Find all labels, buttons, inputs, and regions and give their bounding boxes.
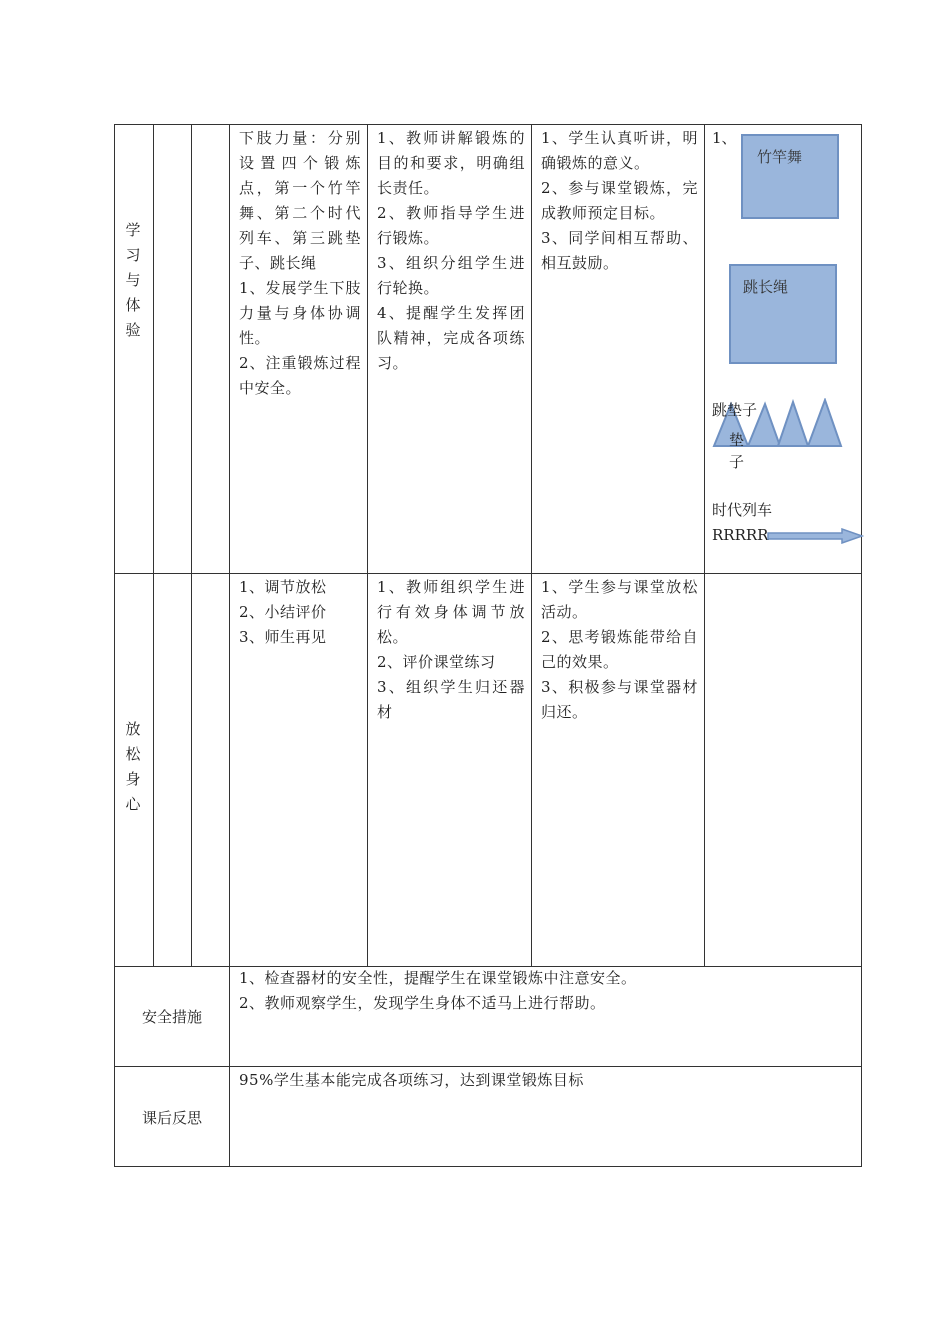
content-paragraph: 1、发展学生下肢力量与身体协调性。 <box>239 279 361 347</box>
bamboo-dance-station <box>741 134 839 219</box>
relax-student-activity <box>541 575 698 725</box>
student-step: 2、思考锻炼能带给自己的效果。 <box>541 628 698 671</box>
mat-label-char: 垫 <box>729 431 745 449</box>
student-step: 1、学生参与课堂放松活动。 <box>541 578 698 621</box>
safety-line: 1、检查器材的安全性，提醒学生在课堂锻炼中注意安全。 <box>239 969 637 987</box>
diagram-number: 1、 <box>712 129 737 147</box>
student-step: 1、学生认真听讲，明确锻炼的意义。 <box>541 129 698 172</box>
safety-line: 2、教师观察学生，发现学生身体不适马上进行帮助。 <box>239 994 606 1012</box>
content-paragraph: 3、师生再见 <box>239 628 327 646</box>
train-arrow-icon <box>766 528 864 544</box>
safety-label: 安全措施 <box>141 1008 202 1026</box>
student-step: 3、同学间相互帮助、相互鼓励。 <box>541 229 698 272</box>
content-paragraph: 1、调节放松 <box>239 578 327 596</box>
content-paragraph: 2、小结评价 <box>239 603 327 621</box>
student-step: 3、积极参与课堂器材归还。 <box>541 678 698 721</box>
teacher-step: 4、提醒学生发挥团队精神，完成各项练习。 <box>377 304 525 372</box>
long-rope-label: 跳长绳 <box>743 278 789 296</box>
column-divider <box>191 124 192 966</box>
relax-teacher-activity <box>377 575 525 725</box>
column-divider <box>367 124 368 966</box>
mat-jump-label: 跳垫子 <box>712 401 758 419</box>
reflection-content: 95%学生基本能完成各项练习，达到课堂锻炼目标 <box>239 1071 584 1089</box>
teacher-step: 2、教师指导学生进行锻炼。 <box>377 204 525 247</box>
triangle-mat <box>808 400 841 446</box>
column-divider <box>531 124 532 966</box>
section-name-relax: 放 松 身 心 <box>125 720 141 813</box>
teacher-step: 3、组织学生归还器材 <box>377 678 525 721</box>
column-divider <box>153 124 154 966</box>
content-paragraph: 下肢力量：分别设置四个锻炼点，第一个竹竿舞、第二个时代列车、第三跳垫子、跳长绳 <box>239 129 361 272</box>
learning-student-activity <box>541 126 698 276</box>
learning-teacher-activity <box>377 126 525 376</box>
teacher-step: 1、教师组织学生进行有效身体调节放松。 <box>377 578 525 646</box>
column-divider <box>704 124 705 966</box>
reflection-label: 课后反思 <box>141 1109 202 1127</box>
teacher-step: 3、组织分组学生进行轮换。 <box>377 254 525 297</box>
row-divider <box>114 573 862 574</box>
table-border-top <box>114 124 862 125</box>
table-border-right <box>861 124 862 1167</box>
relax-content <box>239 575 361 650</box>
safety-content <box>239 966 854 1016</box>
teacher-step: 2、评价课堂练习 <box>377 653 496 671</box>
table-border-bottom <box>114 1166 862 1167</box>
mat-label-char: 子 <box>729 453 745 471</box>
bamboo-dance-label: 竹竿舞 <box>757 148 803 166</box>
teacher-step: 1、教师讲解锻炼的目的和要求，明确组长责任。 <box>377 129 525 197</box>
content-paragraph: 2、注重锻炼过程中安全。 <box>239 354 361 397</box>
row-divider <box>114 1066 862 1067</box>
learning-content <box>239 126 361 401</box>
triangle-mat <box>778 402 808 446</box>
long-rope-station <box>729 264 837 364</box>
student-step: 2、参与课堂锻炼，完成教师预定目标。 <box>541 179 698 222</box>
section-name-learning: 学 习 与 体 验 <box>125 221 141 339</box>
train-label: 时代列车 <box>712 501 773 519</box>
train-letters: RRRRR <box>712 526 769 544</box>
